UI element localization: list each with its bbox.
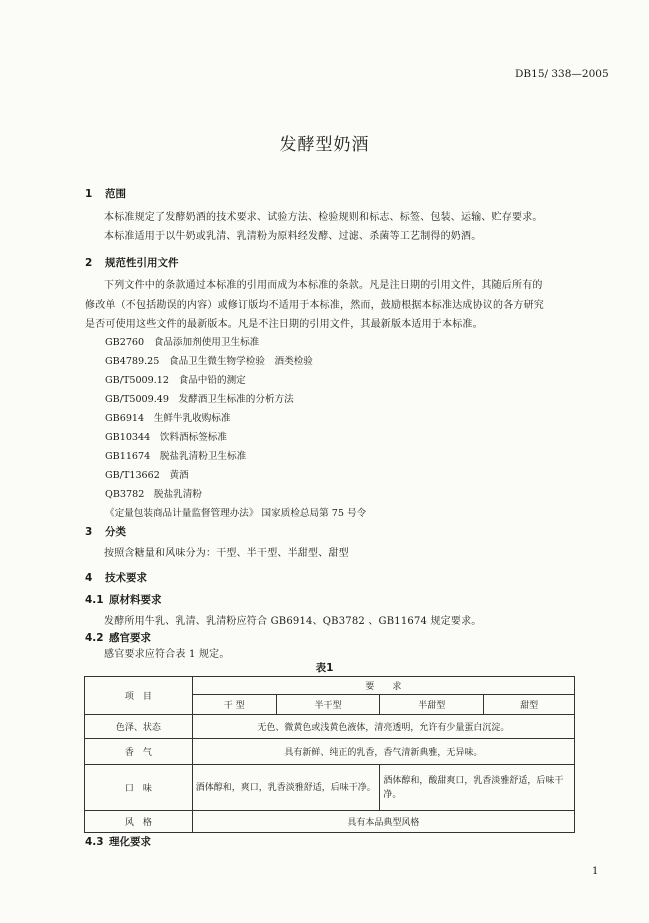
reference-item: GB/T13662 黄酒 bbox=[105, 470, 189, 481]
section-4-1-text: 发酵所用牛乳、乳清、乳清粉应符合 GB6914、QB3782 、GB11674 规定要求。 bbox=[104, 616, 482, 627]
table-caption: 表1 bbox=[315, 662, 334, 674]
section-number: 3 bbox=[85, 526, 93, 538]
table-row bbox=[85, 811, 575, 833]
table-header-requirements: 要 求 bbox=[192, 677, 574, 695]
reference-item: GB4789.25 食品卫生微生物学检验 酒类检验 bbox=[105, 356, 313, 367]
reference-item: GB6914 生鲜牛乳收购标准 bbox=[105, 413, 231, 424]
section-4-1-heading bbox=[85, 592, 162, 607]
reference-item: GB/T5009.12 食品中铅的测定 bbox=[105, 375, 246, 386]
table-header-item: 项 目 bbox=[85, 677, 193, 715]
section-title: 感官要求 bbox=[109, 632, 151, 644]
type-semi-dry: 半干型 bbox=[276, 695, 380, 715]
reference-item: GB/T5009.49 发酵酒卫生标准的分析方法 bbox=[105, 394, 294, 405]
section-number: 4.1 bbox=[85, 594, 104, 606]
table-row bbox=[85, 715, 575, 739]
page-number: 1 bbox=[592, 866, 599, 877]
reference-item: GB2760 食品添加剂使用卫生标准 bbox=[105, 337, 260, 348]
section-number: 1 bbox=[85, 188, 93, 200]
reference-item: QB3782 脱盐乳清粉 bbox=[105, 489, 202, 500]
type-dry: 干 型 bbox=[192, 695, 276, 715]
sensory-requirements-table bbox=[84, 676, 575, 833]
section-title: 理化要求 bbox=[109, 836, 151, 848]
section-title: 分类 bbox=[105, 526, 126, 538]
section-number: 4.2 bbox=[85, 632, 104, 644]
section-2-line-3: 是否可使用这些文件的最新版本。凡是不注日期的引用文件，其最新版本适用于本标准。 bbox=[85, 319, 483, 330]
row-value-dry: 酒体醇和，爽口，乳香淡雅舒适，后味干净。 bbox=[192, 765, 380, 811]
standard-code: DB15/ 338—2005 bbox=[515, 68, 609, 80]
table-row bbox=[85, 739, 575, 765]
row-value: 具有本品典型风格 bbox=[192, 811, 574, 833]
section-1-para-1: 本标准规定了发酵奶酒的技术要求、试验方法、检验规则和标志、标签、包装、运输、贮存要求。 bbox=[104, 212, 543, 223]
table-row bbox=[85, 765, 575, 811]
reference-item: GB11674 脱盐乳清粉卫生标准 bbox=[105, 451, 247, 462]
section-1-heading bbox=[85, 186, 126, 201]
section-number: 4 bbox=[85, 572, 93, 584]
section-title: 技术要求 bbox=[105, 572, 147, 584]
section-4-3-heading bbox=[85, 834, 151, 849]
section-number: 2 bbox=[85, 257, 93, 269]
section-2-line-1: 下列文件中的条款通过本标准的引用而成为本标准的条款。凡是注日期的引用文件，其随后所有的 bbox=[104, 280, 543, 291]
section-title: 范围 bbox=[105, 188, 126, 200]
section-2-heading bbox=[85, 255, 179, 270]
section-4-heading bbox=[85, 570, 147, 585]
reference-item: GB10344 饮料酒标签标准 bbox=[105, 432, 227, 443]
row-label: 风 格 bbox=[85, 811, 193, 833]
reference-item: 《定量包装商品计量监督管理办法》 国家质检总局第 75 号令 bbox=[105, 508, 367, 519]
section-2-line-2: 修改单（不包括勘误的内容）或修订版均不适用于本标准，然而，鼓励根据本标准达成协议的各方研究 bbox=[85, 300, 544, 311]
section-4-2-text: 感官要求应符合表 1 规定。 bbox=[104, 649, 230, 660]
row-label: 香 气 bbox=[85, 739, 193, 765]
row-label: 口 味 bbox=[85, 765, 193, 811]
section-4-2-heading bbox=[85, 630, 151, 645]
section-3-text: 按照含糖量和风味分为：干型、半干型、半甜型、甜型 bbox=[104, 548, 349, 559]
row-value: 无色、微黄色或浅黄色液体，清亮透明，允许有少量蛋白沉淀。 bbox=[192, 715, 574, 739]
row-value-sweet: 酒体醇和，酸甜爽口，乳香淡雅舒适，后味干净。 bbox=[380, 765, 575, 811]
type-semi-sweet: 半甜型 bbox=[380, 695, 484, 715]
type-sweet: 甜型 bbox=[484, 695, 575, 715]
section-number: 4.3 bbox=[85, 836, 104, 848]
row-value: 具有新鲜、纯正的乳香，香气清新典雅，无异味。 bbox=[192, 739, 574, 765]
section-title: 规范性引用文件 bbox=[105, 257, 179, 269]
section-3-heading bbox=[85, 524, 126, 539]
section-title: 原材料要求 bbox=[109, 594, 162, 606]
section-1-para-2: 本标准适用于以牛奶或乳清、乳清粉为原料经发酵、过滤、杀菌等工艺制得的奶酒。 bbox=[104, 231, 482, 242]
document-title: 发酵型奶酒 bbox=[279, 135, 370, 155]
row-label: 色泽、状态 bbox=[85, 715, 193, 739]
